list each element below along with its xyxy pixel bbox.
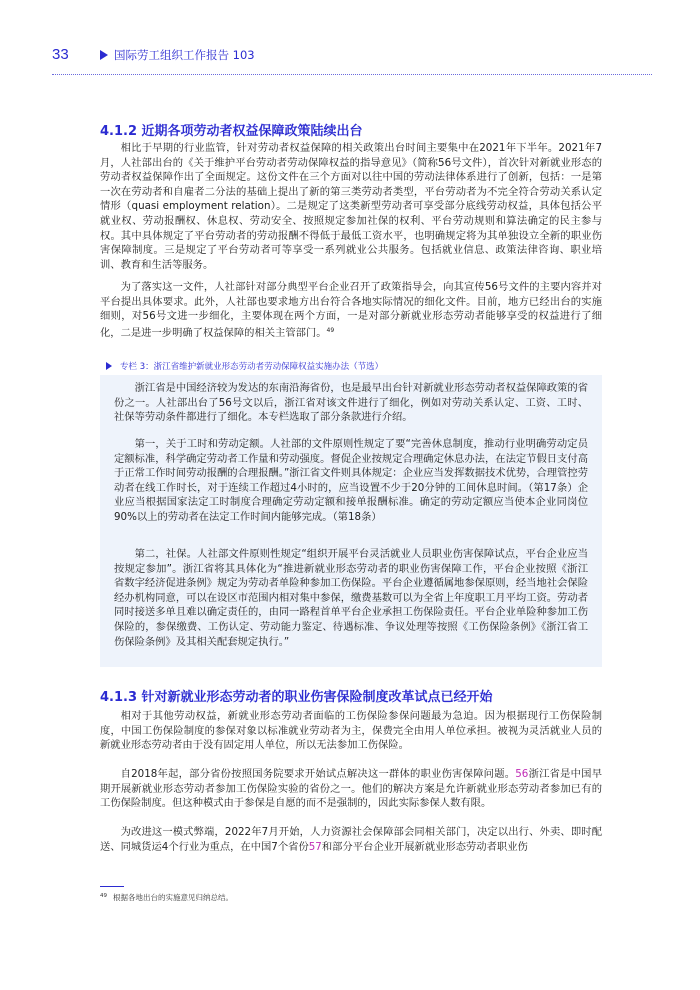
footnote-ref: 49 [326, 326, 335, 334]
section-heading-413: 4.1.3 针对新就业形态劳动者的职业伤害保险制度改革试点已经开始 [100, 690, 493, 705]
reference-link[interactable]: 57 [308, 840, 322, 853]
section-413-paragraph-1: 相对于其他劳动权益，新就业形态劳动者面临的工伤保险参保问题最为急迫。因为根据现行工伤保险制度，中国工伤保险制度的参保对象以标准就业劳动者为主，保费完全由用人单位承担。被视为灵活就业人员的新就业形态劳动者由于没有固定用人单位，所以无法参加工伤保险。 [100, 710, 602, 752]
section-412-paragraph-2: 为了落实这一文件，人社部针对部分典型平台企业召开了政策指导会，向其宣传56号文件的主要内容并对平台提出具体要求。此外，人社部也要求地方出台符合各地实际情况的细化文件。目前，地方已经出台的实施细则，对56号文进一步细化，主要体现在两个方面，一是对部分新就业形态劳动者能够享受的权益进行了细化，二是进一步明确了权益保障的相关主管部门。$^{49}$ [100, 281, 602, 339]
case-box [100, 375, 602, 667]
box-paragraph-2: 第一，关于工时和劳动定额。人社部的文件原则性规定了要“完善休息制度，推动行业明确劳动定员定额标准，科学确定劳动者工作量和劳动强度。督促企业按规定合理确定休息办法，在法定节假日支付高于正常工作时间劳动报酬的合理报酬。”浙江省文件则具体规定：企业应当发挥数据技术优势，合理管控劳动者在线工作时长，对于连续工作超过4小时的，应当设置不少于20分钟的工间休息时间。（第17条）企业应当根据国家法定工时制度合理确定劳动定额和接单报酬标准。确定的劳动定额应当使本企业同岗位90%以上的劳动者在法定工作时间内能够完成。（第18条） [114, 438, 588, 523]
reference-link[interactable]: 56 [515, 768, 529, 780]
box-paragraph-3: 第二，社保。人社部文件原则性规定“组织开展平台灵活就业人员职业伤害保障试点，平台企业应当按规定参加”。浙江省将其具体化为“推进新就业形态劳动者的职业伤害保障工作，平台企业按照《浙江省数字经济促进条例》规定为劳动者单险种参加工伤保险。平台企业遵循属地参保原则，经当地社会保险经办机构同意，可以在设区市范围内相对集中参保，缴费基数可以为全省上年度职工月平均工资。劳动者同时接送多单且难以确定责任的，由同一路程首单平台企业承担工伤保险责任。平台企业单险种参加工伤保险的，参保缴费、工伤认定、劳动能力鉴定、待遇标准、争议处理等按照《工伤保险条例》《浙江省工伤保险条例》及其相关配套规定执行。” [114, 548, 588, 648]
header-divider [52, 74, 652, 75]
section-413-paragraph-2: 自2018年起，部分省份按照国务院要求开始试点解决这一群体的职业伤害保障问题。56浙江省是中国早期开展新就业形态劳动者参加工伤保险实验的省份之一。他们的解决方案是允许新就业形态劳动者参加已有的工伤保险制度。但这种模式由于参保是自愿的而不是强制的，因此实际参保人数有限。 [100, 768, 602, 810]
section-412-paragraph-1: 相比于早期的行业监管，针对劳动者权益保障的相关政策出台时间主要集中在2021年下半年。2021年7月，人社部出台的《关于维护平台劳动者劳动保障权益的指导意见》（简称56号文件），首次针对新就业形态的劳动者权益保障作出了全面规定。这份文件在三个方面对以往中国的劳动法律体系进行了创新，包括：一是第一次在劳动者和自雇者二分法的基础上提出了新的第三类劳动者类型，平台劳动者为不完全符合劳动关系认定情形（quasi employment relation）。二是规定了这类新型劳动者可享受部分底线劳动权益，具体包括公平就业权、劳动报酬权、休息权、劳动安全、按照规定参加社保的权利、平台劳动规则和算法确定的民主参与权。其中具体规定了平台劳动者的劳动报酬不得低于最低工资水平，也明确规定将为其单独设立全新的职业伤害保障制度。三是规定了平台劳动者可等享受一系列就业公共服务。包括就业信息、政策法律咨询、职业培训、教育和生活等服务。 [100, 142, 602, 271]
report-title: 国际劳工组织工作报告 103 [114, 48, 255, 62]
box-title: 专栏 3：浙江省维护新就业形态劳动者劳动保障权益实施办法（节选） [100, 360, 602, 374]
footnote: $^{49}$ 根据各地出台的实施意见归纳总结。 [100, 893, 233, 902]
box-paragraph-1: 浙江省是中国经济较为发达的东南沿海省份，也是最早出台针对新就业形态劳动者权益保障政策的省份之一。人社部出台了56号文以后，浙江省对该文件进行了细化，例如对劳动关系认定、工资、工时、社保等劳动条件都进行了细化。本专栏选取了部分条款进行介绍。 [114, 382, 588, 424]
page-number: 33 [52, 46, 69, 63]
section-413-paragraph-3: 为改进这一模式弊端，2022年7月开始，人力资源社会保障部会同相关部门，决定以出行、外卖、即时配送、同城货运4个行业为重点，在中国7个省份57和部分平台企业开展新就业形态劳动者职业伤 [100, 826, 602, 853]
page-header [52, 46, 660, 66]
triangle-marker-icon [106, 362, 112, 370]
footnote-rule [100, 886, 124, 887]
section-heading-412: 4.1.2 近期各项劳动者权益保障政策陆续出台 [100, 124, 363, 139]
triangle-marker-icon [100, 50, 108, 60]
